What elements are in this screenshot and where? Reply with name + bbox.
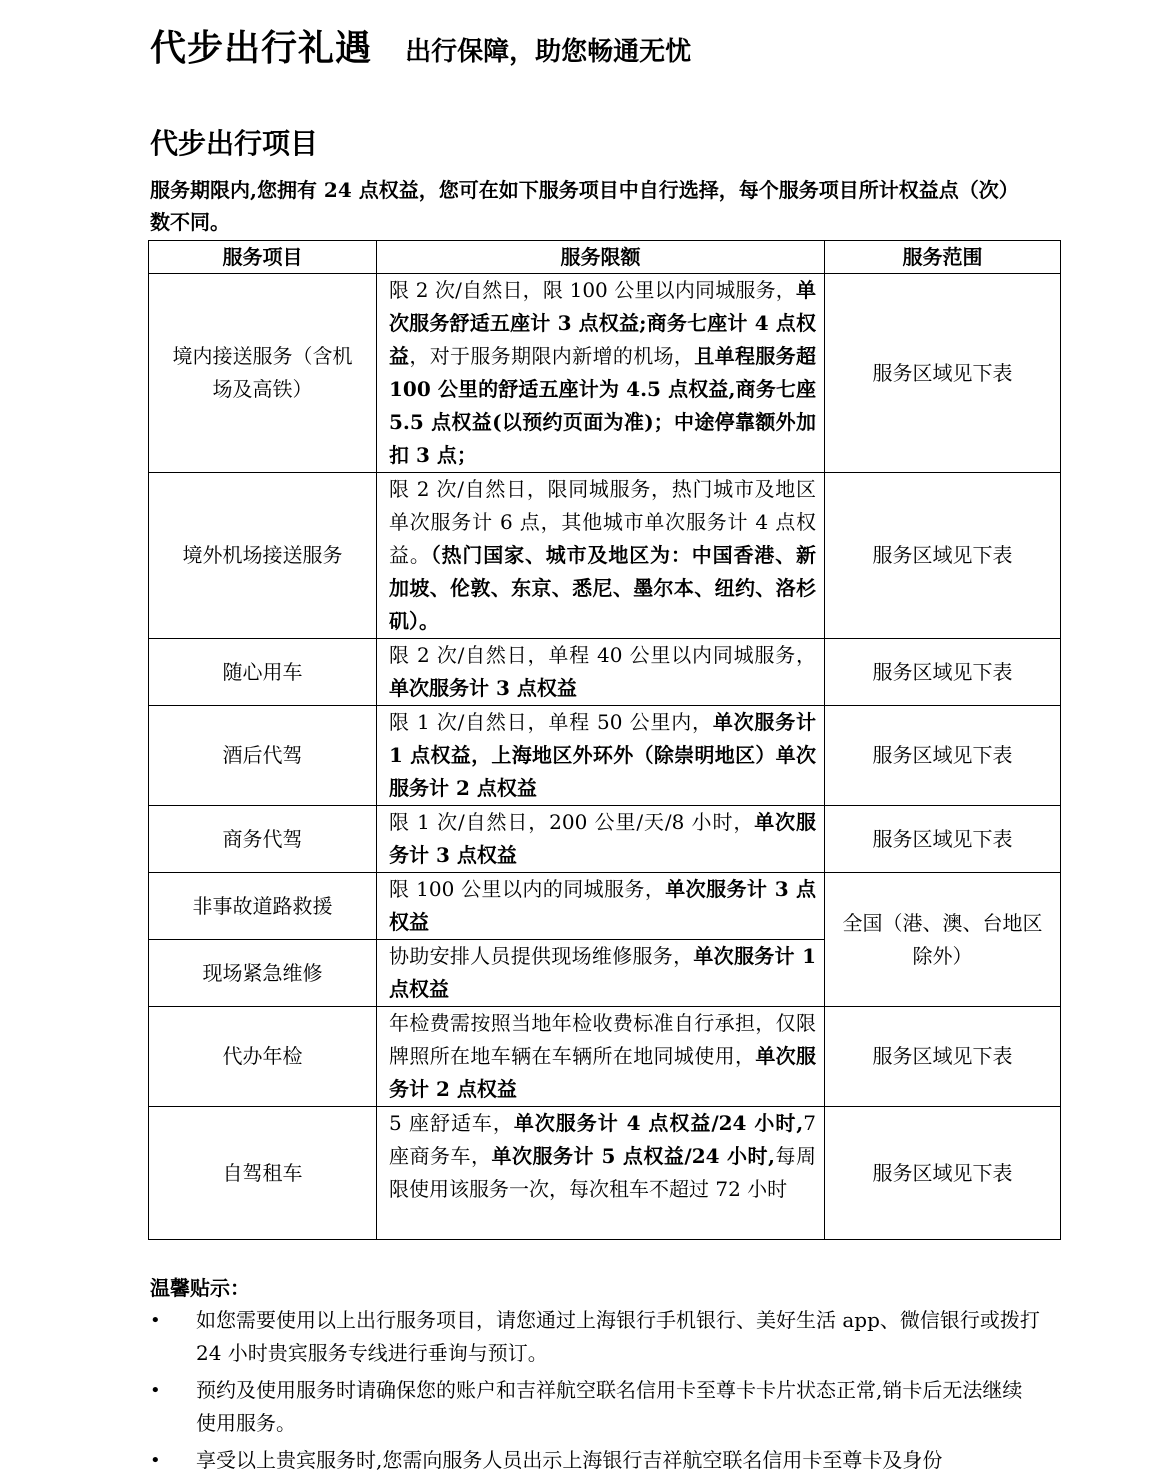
tips-title: 温馨贴示： [150, 1276, 250, 1300]
service-name: 现场紧急维修 [149, 940, 377, 1007]
service-scope: 服务区域见下表 [825, 806, 1061, 873]
service-name: 非事故道路救援 [149, 873, 377, 940]
table-header-row [149, 241, 1061, 274]
bullet-icon: • [150, 1380, 161, 1401]
limit-text: 单次服务舒适五座计 3 点权益;商务七座计 4 点权益 [389, 278, 816, 368]
limit-text: 单次服务计 3 点权益 [389, 810, 816, 867]
limit-text: 单次服务计 3 点权益 [389, 877, 817, 934]
limit-text: 限 2 次/自然日，限 100 公里以内同城服务， [389, 278, 796, 302]
service-scope: 服务区域见下表 [825, 639, 1061, 706]
service-scope: 服务区域见下表 [825, 473, 1061, 639]
limit-text: 限 100 公里以内的同城服务， [389, 877, 666, 901]
limit-text: 单次服务计 3 点权益 [389, 676, 577, 700]
service-scope: 服务区域见下表 [825, 706, 1061, 806]
table-row [149, 274, 1061, 473]
service-name: 境外机场接送服务 [149, 473, 377, 639]
limit-text: 限 2 次/自然日，单程 40 公里以内同城服务， [389, 643, 816, 667]
service-name: 自驾租车 [149, 1107, 377, 1240]
tip-text: 如您需要使用以上出行服务项目，请您通过上海银行手机银行、美好生活 app、微信银行或拨打 24 小时贵宾服务专线进行垂询与预订。 [196, 1308, 1040, 1365]
header-service-scope: 服务范围 [825, 241, 1061, 274]
tips-list [150, 1304, 1040, 1481]
limit-text: 每周限使用该服务一次，每次租车不超过 72 小时 [389, 1144, 817, 1201]
service-limit [377, 706, 825, 806]
limit-text: （热门国家、城市及地区为：中国香港、新加坡、伦敦、东京、悉尼、墨尔本、纽约、洛杉矶）。 [389, 543, 817, 633]
list-item [150, 1444, 1040, 1477]
tip-text: 享受以上贵宾服务时,您需向服务人员出示上海银行吉祥航空联名信用卡至尊卡及身份 [196, 1448, 943, 1472]
limit-text: 协助安排人员提供现场维修服务， [389, 944, 694, 968]
limit-text: 单次服务计 1 点权益 [389, 944, 816, 1001]
service-scope: 服务区域见下表 [825, 1007, 1061, 1107]
header-service-limit: 服务限额 [377, 241, 825, 274]
service-limit [377, 873, 825, 940]
table-row [149, 806, 1061, 873]
service-scope: 服务区域见下表 [825, 1107, 1061, 1240]
service-name: 随心用车 [149, 639, 377, 706]
table-row [149, 1107, 1061, 1240]
list-item [150, 1374, 1040, 1440]
service-limit [377, 1107, 825, 1240]
service-name: 商务代驾 [149, 806, 377, 873]
limit-text: 限 1 次/自然日，200 公里/天/8 小时， [389, 810, 755, 834]
page-header [150, 20, 691, 71]
limit-text: 7 座商务车， [389, 1111, 816, 1168]
table-row [149, 706, 1061, 806]
section-intro: 服务期限内,您拥有 24 点权益，您可在如下服务项目中自行选择，每个服务项目所计权益点（次）数不同。 [150, 178, 1019, 234]
service-scope: 服务区域见下表 [825, 274, 1061, 473]
limit-text: 限 2 次/自然日，限同城服务，热门城市及地区单次服务计 6 点，其他城市单次服务计 4 点权益。 [389, 477, 816, 567]
bullet-icon: • [150, 1450, 161, 1471]
limit-text: 单次服务计 5 点权益/24 小时, [491, 1144, 775, 1168]
table-row [149, 473, 1061, 639]
limit-text: 限 1 次/自然日，单程 50 公里内， [389, 710, 713, 734]
service-name: 境内接送服务（含机场及高铁） [149, 274, 377, 473]
limit-text: 5 座舒适车， [389, 1111, 514, 1135]
tip-text: 预约及使用服务时请确保您的账户和吉祥航空联名信用卡至尊卡卡片状态正常,销卡后无法继续使用服务。 [196, 1378, 1023, 1435]
limit-text: 年检费需按照当地年检收费标准自行承担，仅限牌照所在地车辆在车辆所在地同城使用， [389, 1011, 816, 1068]
section-title: 代步出行项目 [150, 127, 319, 160]
header-service-item: 服务项目 [149, 241, 377, 274]
table-row [149, 873, 1061, 940]
page-subtitle: 出行保障，助您畅通无忧 [405, 37, 692, 67]
list-item [150, 1304, 1040, 1370]
service-limit [377, 639, 825, 706]
limit-text: 且单程服务超 100 公里的舒适五座计为 4.5 点权益,商务七座 5.5 点权益(以预约页面为准)；中途停靠额外加扣 3 点； [389, 344, 817, 467]
bullet-icon: • [150, 1310, 161, 1331]
service-limit [377, 1007, 825, 1107]
service-table [148, 240, 1061, 1240]
table-row [149, 639, 1061, 706]
limit-text: 单次服务计 2 点权益 [389, 1044, 817, 1101]
service-limit [377, 806, 825, 873]
service-limit [377, 940, 825, 1007]
service-limit [377, 274, 825, 473]
page-title: 代步出行礼遇 [150, 28, 373, 69]
service-limit [377, 473, 825, 639]
service-name: 代办年检 [149, 1007, 377, 1107]
service-scope: 全国（港、澳、台地区除外） [825, 873, 1061, 1007]
limit-text: 单次服务计 1 点权益，上海地区外环外（除崇明地区）单次服务计 2 点权益 [389, 710, 817, 800]
table-row [149, 1007, 1061, 1107]
service-name: 酒后代驾 [149, 706, 377, 806]
limit-text: ，对于服务期限内新增的机场， [409, 344, 695, 368]
limit-text: 单次服务计 4 点权益/24 小时, [513, 1111, 804, 1135]
